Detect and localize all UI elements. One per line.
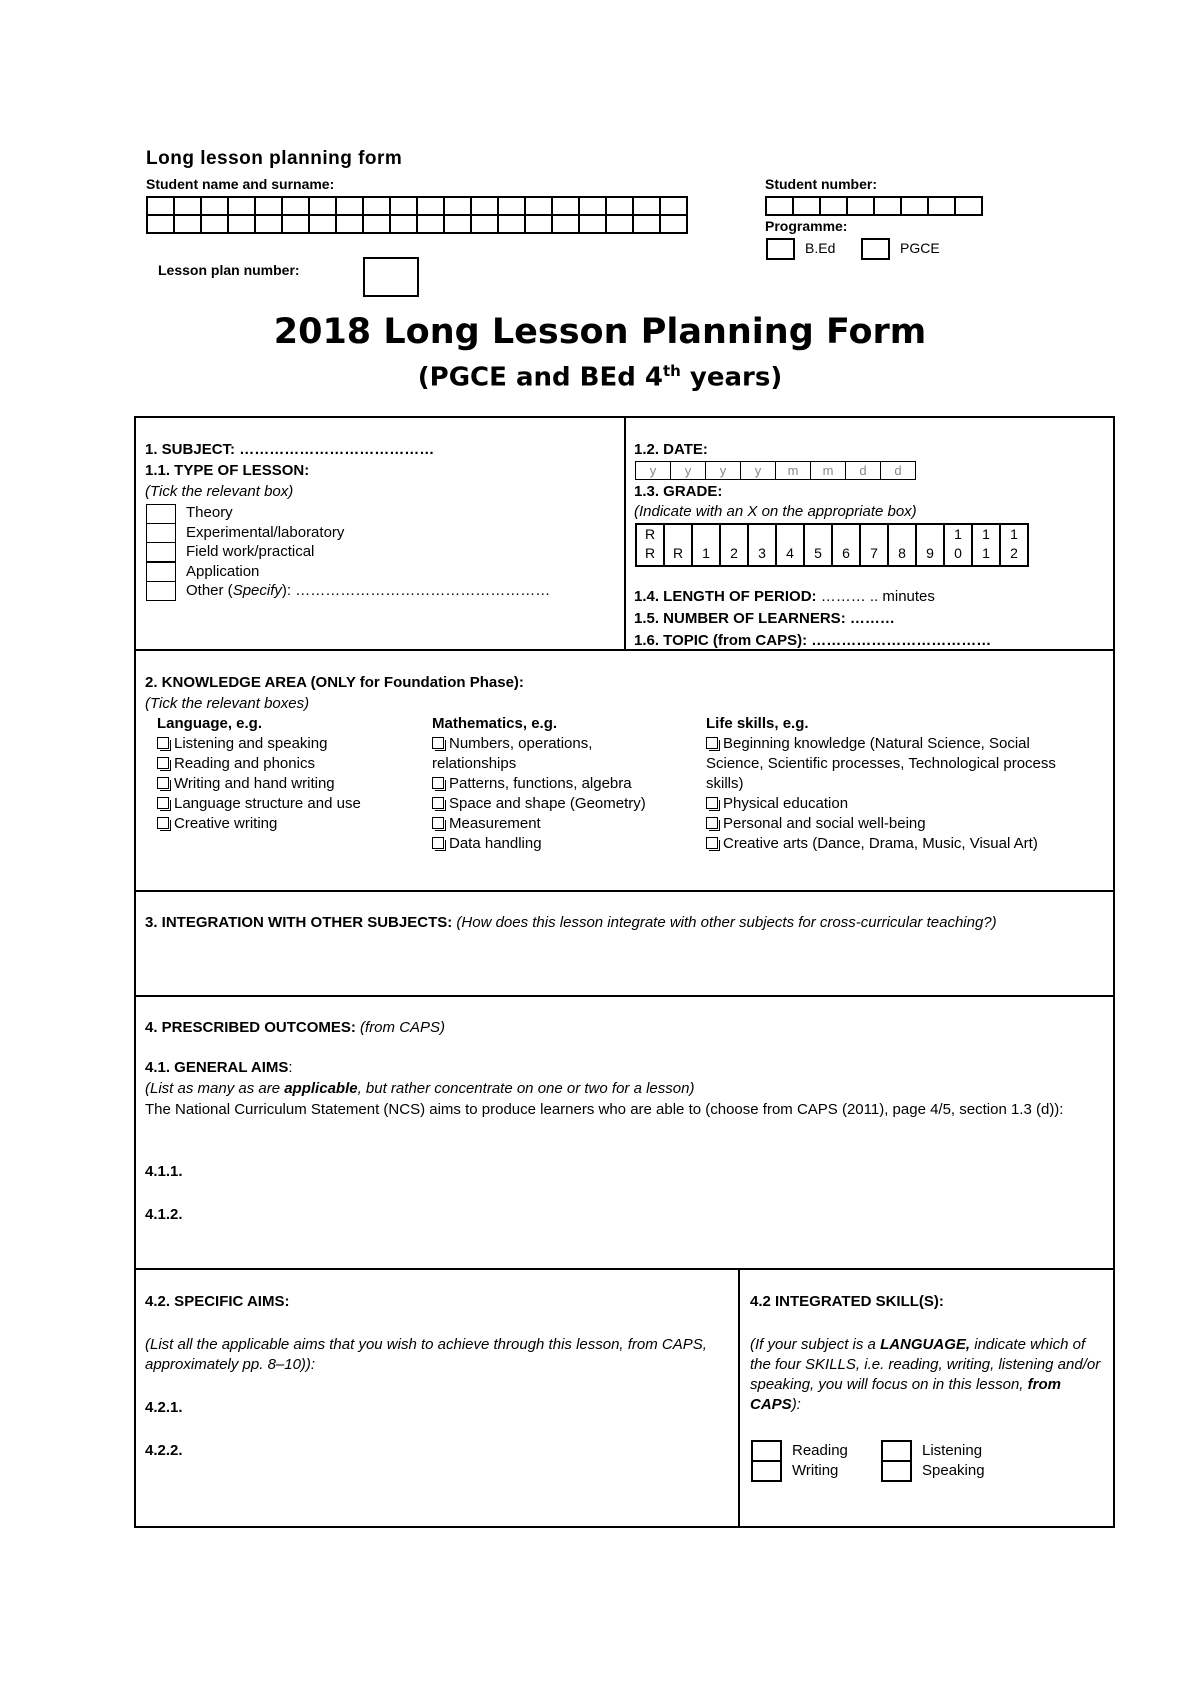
name-cell[interactable] xyxy=(417,197,444,215)
checkbox-icon xyxy=(157,797,169,809)
name-cell[interactable] xyxy=(660,215,687,233)
language-title: Language, e.g. xyxy=(157,715,263,732)
name-cell[interactable] xyxy=(282,215,309,233)
life-skills-item[interactable]: Physical education xyxy=(706,794,1076,814)
number-cell[interactable] xyxy=(847,197,874,215)
student-number-label: Student number: xyxy=(765,176,877,192)
name-cell[interactable] xyxy=(444,197,471,215)
date-cell[interactable]: d xyxy=(881,462,916,480)
student-name-label: Student name and surname: xyxy=(146,176,335,192)
length-of-period[interactable]: 1.4. LENGTH OF PERIOD: ……… .. minutes xyxy=(634,588,935,605)
grade-cell[interactable] xyxy=(860,524,888,566)
specific-aims-label: 4.2. SPECIFIC AIMS: xyxy=(145,1293,290,1310)
grade-label: 1.3. GRADE: xyxy=(634,483,723,500)
speaking-label: Speaking xyxy=(922,1462,985,1479)
type-of-lesson-hint: (Tick the relevant box) xyxy=(145,483,294,500)
ncs-text: The National Curriculum Statement (NCS) aims to produce learners who are able to (choose from CAPS (2011), page 4/5, section 1.3 (d)): xyxy=(145,1101,1064,1118)
grade-cell-bottom: 1 xyxy=(982,545,990,561)
date-label: 1.2. DATE: xyxy=(634,441,708,458)
student-name-grid[interactable] xyxy=(146,196,688,234)
aim-4-1-2[interactable]: 4.1.2. xyxy=(145,1206,183,1223)
fieldwork-checkbox[interactable] xyxy=(146,542,176,562)
grade-hint: (Indicate with an X on the appropriate box) xyxy=(634,503,917,520)
aim-4-1-1[interactable]: 4.1.1. xyxy=(145,1163,183,1180)
name-cell[interactable] xyxy=(552,215,579,233)
aim-4-2-1[interactable]: 4.2.1. xyxy=(145,1399,183,1416)
name-cell[interactable] xyxy=(228,215,255,233)
writing-checkbox[interactable] xyxy=(751,1460,782,1482)
integrated-skills-label: 4.2 INTEGRATED SKILL(S): xyxy=(750,1293,944,1310)
pgce-checkbox[interactable] xyxy=(861,238,890,260)
name-cell[interactable] xyxy=(147,197,174,215)
lesson-type-list xyxy=(146,504,176,604)
language-item[interactable]: Creative writing xyxy=(157,814,417,834)
general-aims-hint: (List as many as are applicable, but rather concentrate on one or two for a lesson) xyxy=(145,1080,695,1097)
grade-cell[interactable] xyxy=(832,524,860,566)
grade-cell-bottom: 2 xyxy=(730,545,738,561)
reading-label: Reading xyxy=(792,1442,848,1459)
divider-3-4 xyxy=(134,995,1115,997)
type-application: Application xyxy=(186,563,260,580)
life-skills-item[interactable]: Personal and social well-being xyxy=(706,814,1076,834)
grade-cell-top xyxy=(777,525,803,544)
date-cell[interactable]: m xyxy=(776,462,811,480)
grade-cell-bottom: 2 xyxy=(1010,545,1018,561)
checkbox-icon xyxy=(706,737,718,749)
date-cell[interactable]: y xyxy=(741,462,776,480)
knowledge-area-hint: (Tick the relevant boxes) xyxy=(145,695,310,712)
grade-cell[interactable] xyxy=(776,524,804,566)
language-item[interactable]: Reading and phonics xyxy=(157,754,417,774)
topic-field[interactable]: 1.6. TOPIC (from CAPS): ……………………………… xyxy=(634,632,992,649)
specific-aims-hint: (List all the applicable aims that you wish to achieve through this lesson, from CAPS, approximately pp. 8–10)): xyxy=(145,1336,707,1373)
number-cell[interactable] xyxy=(820,197,847,215)
divider-4-42 xyxy=(134,1268,1115,1270)
pgce-label: PGCE xyxy=(900,240,940,256)
name-cell[interactable] xyxy=(255,215,282,233)
grade-cell-bottom: 0 xyxy=(954,545,962,561)
name-cell[interactable] xyxy=(363,215,390,233)
lesson-plan-number-label: Lesson plan number: xyxy=(158,262,300,278)
grade-cell[interactable] xyxy=(944,524,972,566)
grade-cell-bottom: 5 xyxy=(814,545,822,561)
mathematics-item[interactable]: Space and shape (Geometry) xyxy=(432,794,692,814)
checkbox-icon xyxy=(432,737,444,749)
language-column xyxy=(157,714,417,834)
life-skills-column xyxy=(706,714,1076,854)
form-header-title: Long lesson planning form xyxy=(146,148,403,169)
writing-label: Writing xyxy=(792,1462,839,1479)
grade-cell-top xyxy=(693,525,719,544)
grade-cell[interactable] xyxy=(720,524,748,566)
checkbox-icon xyxy=(432,797,444,809)
number-cell[interactable] xyxy=(928,197,955,215)
name-cell[interactable] xyxy=(282,197,309,215)
grade-cell[interactable] xyxy=(804,524,832,566)
name-cell[interactable] xyxy=(660,197,687,215)
lesson-plan-number-box[interactable] xyxy=(363,257,419,297)
name-cell[interactable] xyxy=(255,197,282,215)
number-of-learners[interactable]: 1.5. NUMBER OF LEARNERS: ……… xyxy=(634,610,895,627)
name-cell[interactable] xyxy=(579,197,606,215)
name-cell[interactable] xyxy=(201,197,228,215)
type-of-lesson-label: 1.1. TYPE OF LESSON: xyxy=(145,462,310,479)
subject-field[interactable]: 1. SUBJECT: ………………………………… xyxy=(145,441,435,458)
name-cell[interactable] xyxy=(471,215,498,233)
reading-checkbox[interactable] xyxy=(751,1440,782,1462)
programme-label: Programme: xyxy=(765,218,848,234)
grade-cell-top xyxy=(721,525,747,544)
number-cell[interactable] xyxy=(955,197,982,215)
grade-grid[interactable] xyxy=(635,523,1029,567)
type-other[interactable]: Other (Specify): …………………………………………… xyxy=(186,582,551,599)
language-item[interactable]: Listening and speaking xyxy=(157,734,417,754)
type-fieldwork: Field work/practical xyxy=(186,543,315,560)
type-experimental: Experimental/laboratory xyxy=(186,524,345,541)
checkbox-icon xyxy=(706,797,718,809)
knowledge-area-heading: 2. KNOWLEDGE AREA (ONLY for Foundation Phase): xyxy=(145,674,524,691)
bed-label: B.Ed xyxy=(805,240,836,256)
student-number-grid[interactable] xyxy=(765,196,983,216)
speaking-checkbox[interactable] xyxy=(881,1460,912,1482)
grade-cell-top xyxy=(861,525,887,544)
experimental-checkbox[interactable] xyxy=(146,523,176,543)
name-cell[interactable] xyxy=(363,197,390,215)
grade-cell[interactable] xyxy=(748,524,776,566)
life-skills-item[interactable]: Creative arts (Dance, Drama, Music, Visual Art) xyxy=(706,834,1076,854)
name-cell[interactable] xyxy=(336,197,363,215)
name-cell[interactable] xyxy=(174,215,201,233)
grade-cell-bottom: 6 xyxy=(842,545,850,561)
name-cell[interactable] xyxy=(633,215,660,233)
language-item[interactable]: Language structure and use xyxy=(157,794,417,814)
other-checkbox[interactable] xyxy=(146,581,176,601)
mathematics-item[interactable]: Patterns, functions, algebra xyxy=(432,774,692,794)
type-theory: Theory xyxy=(186,504,233,521)
name-cell[interactable] xyxy=(390,197,417,215)
integration-heading[interactable]: 3. INTEGRATION WITH OTHER SUBJECTS: (How does this lesson integrate with other subjects for cross-curricular teaching?) xyxy=(145,914,997,931)
checkbox-icon xyxy=(157,737,169,749)
grade-cell-bottom: 4 xyxy=(786,545,794,561)
aim-4-2-2[interactable]: 4.2.2. xyxy=(145,1442,183,1459)
page-subtitle: (PGCE and BEd 4th years) xyxy=(417,362,783,393)
name-cell[interactable] xyxy=(606,215,633,233)
date-cell[interactable]: y xyxy=(636,462,671,480)
checkbox-icon xyxy=(157,777,169,789)
grade-cell[interactable] xyxy=(916,524,944,566)
mathematics-item[interactable]: Data handling xyxy=(432,834,692,854)
checkbox-icon xyxy=(432,777,444,789)
name-cell[interactable] xyxy=(201,215,228,233)
name-cell[interactable] xyxy=(309,215,336,233)
number-cell[interactable] xyxy=(793,197,820,215)
grade-cell-bottom: 9 xyxy=(926,545,934,561)
grade-cell[interactable] xyxy=(888,524,916,566)
number-cell[interactable] xyxy=(901,197,928,215)
prescribed-outcomes-heading: 4. PRESCRIBED OUTCOMES: (from CAPS) xyxy=(145,1019,446,1036)
bed-checkbox[interactable] xyxy=(766,238,795,260)
divider-42 xyxy=(738,1268,740,1528)
listening-checkbox[interactable] xyxy=(881,1440,912,1462)
number-cell[interactable] xyxy=(874,197,901,215)
divider-2-3 xyxy=(134,890,1115,892)
date-cell[interactable]: m xyxy=(811,462,846,480)
life-skills-title: Life skills, e.g. xyxy=(706,715,809,732)
listening-label: Listening xyxy=(922,1442,983,1459)
grade-cell-top xyxy=(665,525,691,544)
grade-cell-top: 1 xyxy=(954,526,962,542)
grade-cell-top: 1 xyxy=(1010,526,1018,542)
grade-cell-bottom: R xyxy=(644,545,656,561)
mathematics-title: Mathematics, e.g. xyxy=(432,715,558,732)
grade-cell[interactable] xyxy=(636,524,664,566)
grade-cell-top xyxy=(749,525,775,544)
name-cell[interactable] xyxy=(606,197,633,215)
grade-cell-top xyxy=(889,525,915,544)
name-cell[interactable] xyxy=(336,215,363,233)
date-grid[interactable] xyxy=(635,461,916,480)
grade-cell-top: 1 xyxy=(982,526,990,542)
checkbox-icon xyxy=(157,817,169,829)
mathematics-item[interactable]: Measurement xyxy=(432,814,692,834)
grade-cell-top xyxy=(805,525,831,544)
life-skills-item[interactable]: Beginning knowledge (Natural Science, Social Science, Scientific processes, Technological process skills) xyxy=(706,735,1056,792)
grade-cell-bottom: R xyxy=(672,545,684,561)
name-cell[interactable] xyxy=(525,215,552,233)
name-cell[interactable] xyxy=(633,197,660,215)
grade-cell-bottom: 8 xyxy=(898,545,906,561)
checkbox-icon xyxy=(432,837,444,849)
name-cell[interactable] xyxy=(444,215,471,233)
name-cell[interactable] xyxy=(471,197,498,215)
number-cell[interactable] xyxy=(766,197,793,215)
grade-cell[interactable] xyxy=(664,524,692,566)
name-cell[interactable] xyxy=(147,215,174,233)
name-cell[interactable] xyxy=(579,215,606,233)
application-checkbox[interactable] xyxy=(146,562,176,582)
name-cell[interactable] xyxy=(417,215,444,233)
grade-cell-bottom: 7 xyxy=(870,545,878,561)
theory-checkbox[interactable] xyxy=(146,504,176,524)
grade-cell-top xyxy=(917,525,943,544)
date-cell[interactable]: d xyxy=(846,462,881,480)
name-cell[interactable] xyxy=(498,215,525,233)
grade-cell-top: R xyxy=(644,526,656,542)
divider-section1 xyxy=(624,416,626,650)
name-cell[interactable] xyxy=(552,197,579,215)
page-title: 2018 Long Lesson Planning Form xyxy=(273,312,927,352)
mathematics-column xyxy=(432,714,692,854)
grade-cell[interactable] xyxy=(972,524,1000,566)
name-cell[interactable] xyxy=(525,197,552,215)
checkbox-icon xyxy=(706,837,718,849)
language-item[interactable]: Writing and hand writing xyxy=(157,774,417,794)
grade-cell[interactable] xyxy=(1000,524,1028,566)
grade-cell[interactable] xyxy=(692,524,720,566)
date-cell[interactable]: y xyxy=(706,462,741,480)
checkbox-icon xyxy=(432,817,444,829)
grade-cell-bottom: 3 xyxy=(758,545,766,561)
date-cell[interactable]: y xyxy=(671,462,706,480)
checkbox-icon xyxy=(706,817,718,829)
grade-cell-top xyxy=(833,525,859,544)
name-cell[interactable] xyxy=(309,197,336,215)
name-cell[interactable] xyxy=(228,197,255,215)
mathematics-item[interactable]: Numbers, operations, relationships xyxy=(432,735,593,772)
general-aims-label: 4.1. GENERAL AIMS: xyxy=(145,1059,293,1076)
name-cell[interactable] xyxy=(174,197,201,215)
name-cell[interactable] xyxy=(498,197,525,215)
checkbox-icon xyxy=(157,757,169,769)
name-cell[interactable] xyxy=(390,215,417,233)
integrated-skills-hint: (If your subject is a LANGUAGE, indicate which of the four SKILLS, i.e. reading, writing, listening and/or speaking, you will focus on in this lesson, from CAPS): xyxy=(750,1336,1101,1413)
grade-cell-bottom: 1 xyxy=(702,545,710,561)
